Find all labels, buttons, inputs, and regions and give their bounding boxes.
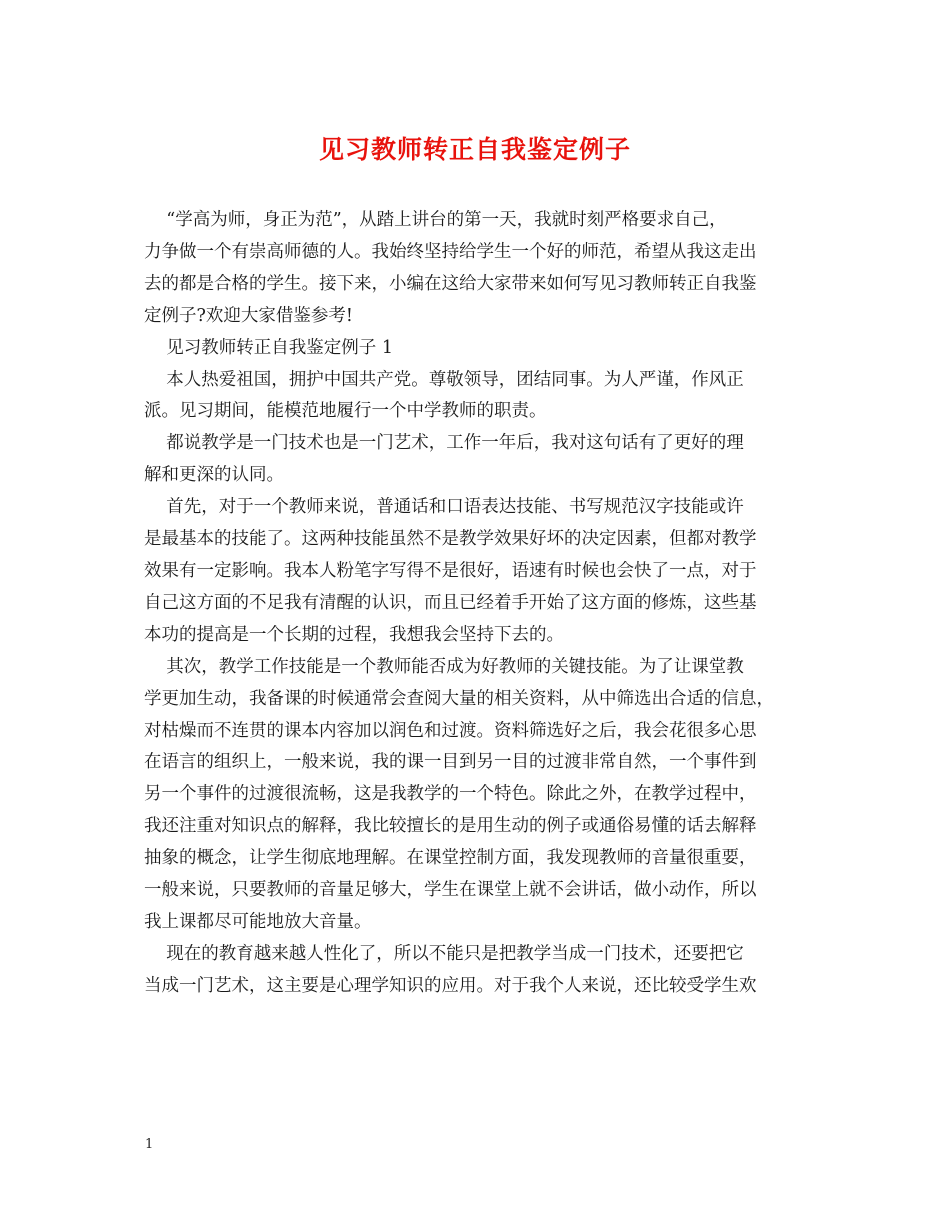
text-line: 力争做一个有崇高师德的人。我始终坚持给学生一个好的师范，希望从我这走出 [144, 241, 757, 262]
text-line: 本人热爱祖国，拥护中国共产党。尊敬领导，团结同事。为人严谨，作风正 [144, 369, 744, 390]
text-line: 派。见习期间，能模范地履行一个中学教师的职责。 [144, 401, 547, 422]
text-line: 首先，对于一个教师来说，普通话和口语表达技能、书写规范汉字技能或许 [144, 497, 744, 518]
text-line: 解和更深的认同。 [144, 465, 284, 486]
text-line: 当成一门艺术，这主要是心理学知识的应用。对于我个人来说，还比较受学生欢 [144, 975, 757, 996]
document-title: 见习教师转正自我鉴定例子 [318, 135, 631, 164]
text-line: 其次，教学工作技能是一个教师能否成为好教师的关键技能。为了让课堂教 [144, 656, 744, 677]
document-body [144, 205, 816, 1003]
text-line: 一般来说，只要教师的音量足够大，学生在课堂上就不会讲话，做小动作，所以 [144, 880, 757, 901]
text-line: 都说教学是一门技术也是一门艺术，工作一年后，我对这句话有了更好的理 [144, 433, 744, 454]
text-line: 去的都是合格的学生。接下来，小编在这给大家带来如何写见习教师转正自我鉴 [144, 273, 757, 294]
text-line: 对枯燥而不连贯的课本内容加以润色和过渡。资料筛选好之后，我会花很多心思 [144, 720, 757, 741]
text-line: 是最基本的技能了。这两种技能虽然不是教学效果好坏的决定因素，但都对教学 [144, 529, 757, 550]
text-line: 我上课都尽可能地放大音量。 [144, 911, 372, 932]
section-heading: 见习教师转正自我鉴定例子 1 [144, 337, 393, 358]
text-line: 学更加生动，我备课的时候通常会查阅大量的相关资料，从中筛选出合适的信息， [144, 688, 774, 709]
text-line: 现在的教育越来越人性化了，所以不能只是把教学当成一门技术，还要把它 [144, 943, 744, 964]
text-line: 自己这方面的不足我有清醒的认识，而且已经着手开始了这方面的修炼，这些基 [144, 592, 757, 613]
text-line: 效果有一定影响。我本人粉笔字写得不是很好，语速有时候也会快了一点，对于 [144, 560, 757, 581]
page-number: 1 [145, 1137, 154, 1152]
text-line: “学高为师，身正为范”，从踏上讲台的第一天，我就时刻严格要求自己， [144, 210, 727, 230]
text-line: 本功的提高是一个长期的过程，我想我会坚持下去的。 [144, 624, 564, 645]
text-line: 定例子?欢迎大家借鉴参考! [144, 305, 353, 326]
text-line: 在语言的组织上，一般来说，我的课一目到另一目的过渡非常自然，一个事件到 [144, 752, 757, 773]
text-line: 抽象的概念，让学生彻底地理解。在课堂控制方面，我发现教师的音量很重要， [144, 848, 757, 869]
text-line: 另一个事件的过渡很流畅，这是我教学的一个特色。除此之外，在教学过程中， [144, 784, 757, 805]
text-line: 我还注重对知识点的解释，我比较擅长的是用生动的例子或通俗易懂的话去解释 [144, 816, 757, 837]
